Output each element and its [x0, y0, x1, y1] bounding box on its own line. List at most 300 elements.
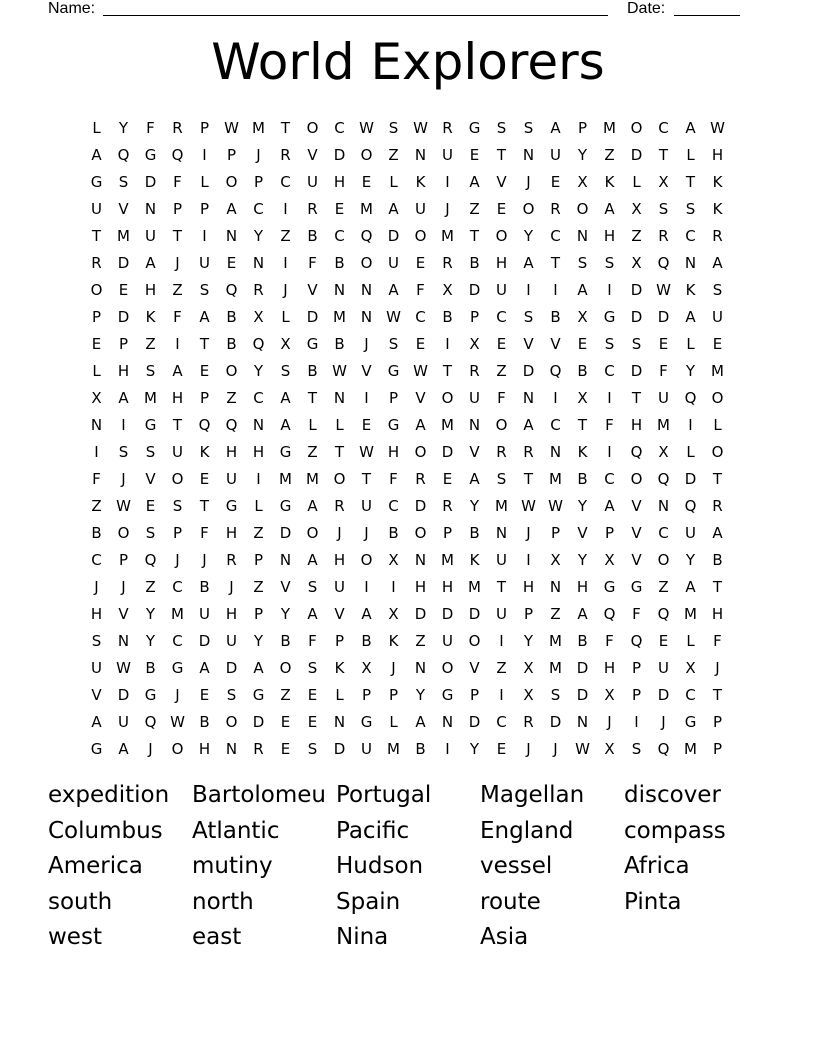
grid-letter: T: [496, 577, 507, 596]
letter-grid: [83, 114, 731, 762]
grid-letter: V: [469, 658, 480, 677]
grid-letter: F: [659, 361, 668, 380]
grid-letter: S: [658, 199, 669, 218]
grid-letter: F: [308, 253, 317, 272]
grid-letter: P: [712, 712, 723, 731]
grid-letter: C: [334, 226, 345, 245]
grid-letter: B: [280, 631, 291, 650]
grid-letter: X: [388, 550, 399, 569]
grid-letter: K: [334, 658, 345, 677]
grid-letter: P: [469, 685, 480, 704]
grid-letter: P: [550, 523, 561, 542]
grid-letter: V: [631, 496, 642, 515]
grid-letter: W: [170, 712, 185, 731]
grid-letter: D: [279, 523, 292, 542]
grid-letter: X: [604, 550, 615, 569]
grid-letter: F: [92, 469, 101, 488]
grid-letter: D: [630, 361, 643, 380]
grid-letter: S: [631, 334, 642, 353]
grid-letter: X: [604, 739, 615, 758]
grid-letter: S: [226, 685, 237, 704]
grid-letter: W: [359, 442, 374, 461]
grid-letter: H: [144, 280, 157, 299]
grid-letter: V: [523, 334, 534, 353]
grid-letter: X: [631, 253, 642, 272]
grid-letter: I: [445, 739, 450, 758]
grid-letter: E: [307, 712, 318, 731]
grid-letter: T: [712, 469, 723, 488]
word-list-item: England: [480, 817, 574, 844]
grid-letter: Y: [145, 604, 156, 623]
grid-letter: S: [145, 523, 156, 542]
grid-letter: G: [144, 145, 157, 164]
grid-letter: U: [199, 253, 210, 272]
grid-letter: U: [118, 712, 129, 731]
grid-letter: P: [361, 685, 372, 704]
grid-letter: B: [199, 577, 210, 596]
grid-letter: H: [252, 442, 265, 461]
word-list-item: Africa: [624, 853, 690, 879]
grid-letter: A: [685, 118, 696, 137]
grid-letter: V: [118, 199, 129, 218]
grid-letter: E: [496, 739, 507, 758]
grid-letter: I: [688, 415, 693, 434]
grid-letter: U: [496, 280, 507, 299]
grid-letter: U: [388, 253, 399, 272]
grid-letter: U: [361, 739, 372, 758]
grid-letter: T: [280, 118, 291, 137]
grid-letter: R: [307, 199, 318, 218]
grid-letter: D: [468, 604, 481, 623]
grid-letter: X: [685, 658, 696, 677]
grid-letter: C: [91, 550, 102, 569]
grid-letter: D: [117, 307, 130, 326]
grid-letter: U: [712, 307, 723, 326]
grid-letter: X: [658, 172, 669, 191]
grid-letter: P: [199, 199, 210, 218]
grid-letter: S: [631, 739, 642, 758]
grid-letter: V: [361, 361, 372, 380]
grid-letter: J: [229, 577, 234, 596]
grid-letter: O: [306, 118, 319, 137]
grid-letter: V: [91, 685, 102, 704]
grid-letter: J: [283, 280, 288, 299]
grid-letter: X: [550, 550, 561, 569]
grid-letter: Q: [225, 280, 238, 299]
grid-letter: A: [145, 253, 156, 272]
word-list-item: vessel: [480, 853, 553, 879]
grid-letter: O: [522, 199, 535, 218]
grid-letter: V: [631, 523, 642, 542]
grid-letter: W: [710, 118, 725, 137]
grid-letter: J: [202, 550, 207, 569]
word-list-item: route: [480, 888, 541, 915]
grid-letter: A: [469, 469, 480, 488]
grid-letter: A: [253, 658, 264, 677]
grid-letter: A: [91, 145, 102, 164]
grid-letter: X: [388, 604, 399, 623]
grid-letter: H: [441, 577, 454, 596]
grid-letter: C: [253, 388, 264, 407]
grid-letter: E: [199, 469, 210, 488]
grid-letter: Y: [253, 226, 264, 245]
grid-letter: G: [360, 712, 373, 731]
grid-letter: A: [712, 253, 723, 272]
grid-letter: J: [175, 253, 180, 272]
grid-letter: O: [90, 280, 103, 299]
date-line[interactable]: [674, 15, 740, 16]
grid-letter: H: [387, 442, 400, 461]
grid-letter: I: [607, 388, 612, 407]
grid-letter: P: [631, 658, 642, 677]
grid-letter: L: [686, 145, 695, 164]
grid-letter: A: [577, 604, 588, 623]
grid-letter: S: [577, 253, 588, 272]
page-title: World Explorers: [211, 33, 605, 91]
word-list-item: Hudson: [336, 853, 424, 879]
grid-letter: B: [469, 523, 480, 542]
grid-letter: K: [415, 172, 426, 191]
grid-letter: N: [414, 550, 427, 569]
grid-letter: B: [334, 334, 345, 353]
grid-letter: L: [92, 361, 101, 380]
grid-letter: U: [226, 469, 237, 488]
grid-letter: J: [553, 739, 558, 758]
grid-letter: Q: [549, 361, 562, 380]
grid-letter: Z: [91, 496, 102, 515]
grid-letter: U: [172, 442, 183, 461]
grid-letter: U: [415, 199, 426, 218]
grid-letter: G: [630, 577, 643, 596]
grid-letter: Q: [225, 415, 238, 434]
grid-letter: X: [631, 199, 642, 218]
grid-letter: U: [469, 388, 480, 407]
grid-letter: N: [333, 712, 346, 731]
grid-letter: N: [360, 307, 373, 326]
grid-letter: K: [469, 550, 480, 569]
word-list-item: Spain: [336, 888, 401, 915]
grid-letter: I: [175, 334, 180, 353]
grid-letter: T: [172, 226, 183, 245]
grid-letter: J: [175, 685, 180, 704]
grid-letter: J: [121, 577, 126, 596]
grid-letter: Z: [631, 226, 642, 245]
grid-letter: D: [414, 496, 427, 515]
grid-letter: R: [172, 118, 183, 137]
grid-letter: R: [226, 550, 237, 569]
grid-letter: B: [307, 361, 318, 380]
grid-letter: G: [387, 415, 400, 434]
grid-letter: J: [526, 172, 531, 191]
grid-letter: U: [199, 604, 210, 623]
word-list-item: Columbus: [48, 817, 163, 844]
grid-letter: M: [657, 415, 670, 434]
grid-letter: L: [686, 631, 695, 650]
grid-letter: D: [225, 658, 238, 677]
grid-letter: L: [389, 712, 398, 731]
grid-letter: F: [308, 631, 317, 650]
grid-letter: P: [388, 388, 399, 407]
word-list-item: compass: [624, 817, 726, 844]
grid-letter: Q: [360, 226, 373, 245]
word-list-item: expedition: [48, 782, 170, 808]
grid-letter: Y: [577, 496, 588, 515]
grid-letter: M: [117, 226, 130, 245]
grid-letter: C: [388, 496, 399, 515]
grid-letter: Z: [280, 226, 291, 245]
grid-letter: M: [441, 550, 454, 569]
grid-letter: M: [252, 118, 265, 137]
grid-letter: E: [280, 712, 291, 731]
grid-letter: N: [657, 496, 670, 515]
grid-letter: X: [91, 388, 102, 407]
grid-letter: A: [118, 388, 129, 407]
word-list-item: Pinta: [624, 888, 682, 915]
grid-letter: M: [279, 469, 292, 488]
grid-letter: Z: [253, 523, 264, 542]
grid-letter: R: [442, 253, 453, 272]
grid-letter: M: [360, 199, 373, 218]
grid-letter: C: [496, 712, 507, 731]
grid-letter: T: [577, 415, 588, 434]
grid-letter: L: [92, 118, 101, 137]
word-list-item: discover: [624, 782, 721, 808]
grid-letter: N: [252, 415, 265, 434]
grid-letter: S: [118, 442, 129, 461]
grid-letter: A: [550, 118, 561, 137]
grid-letter: E: [496, 334, 507, 353]
grid-letter: D: [252, 712, 265, 731]
grid-letter: I: [445, 334, 450, 353]
grid-letter: X: [523, 658, 534, 677]
grid-letter: H: [603, 226, 616, 245]
grid-letter: O: [657, 550, 670, 569]
grid-letter: E: [361, 172, 372, 191]
grid-letter: S: [496, 118, 507, 137]
grid-letter: K: [388, 631, 399, 650]
grid-letter: L: [281, 307, 290, 326]
grid-letter: P: [577, 118, 588, 137]
grid-letter: E: [226, 253, 237, 272]
grid-letter: A: [577, 280, 588, 299]
grid-letter: H: [171, 388, 184, 407]
grid-letter: R: [658, 226, 669, 245]
grid-letter: O: [441, 658, 454, 677]
grid-letter: N: [252, 253, 265, 272]
grid-letter: U: [145, 226, 156, 245]
word-list-item: south: [48, 888, 113, 915]
grid-letter: O: [306, 523, 319, 542]
grid-letter: Z: [604, 145, 615, 164]
grid-letter: O: [333, 469, 346, 488]
grid-letter: Z: [550, 604, 561, 623]
grid-letter: R: [550, 199, 561, 218]
grid-letter: E: [361, 415, 372, 434]
grid-letter: E: [658, 631, 669, 650]
grid-letter: M: [144, 388, 157, 407]
grid-letter: O: [576, 199, 589, 218]
grid-letter: N: [414, 658, 427, 677]
grid-letter: T: [685, 172, 696, 191]
grid-letter: T: [91, 226, 102, 245]
grid-letter: R: [712, 226, 723, 245]
grid-letter: C: [415, 307, 426, 326]
grid-letter: G: [225, 496, 238, 515]
grid-letter: A: [280, 415, 291, 434]
grid-letter: S: [604, 334, 615, 353]
grid-letter: A: [685, 307, 696, 326]
grid-letter: O: [711, 442, 724, 461]
grid-letter: P: [118, 550, 129, 569]
grid-letter: B: [226, 334, 237, 353]
grid-letter: B: [226, 307, 237, 326]
grid-letter: E: [550, 172, 561, 191]
grid-letter: T: [631, 388, 642, 407]
grid-letter: V: [496, 172, 507, 191]
grid-letter: L: [713, 415, 722, 434]
grid-letter: H: [225, 523, 238, 542]
date-label: Date:: [627, 0, 666, 17]
grid-letter: F: [713, 631, 722, 650]
grid-letter: B: [145, 658, 156, 677]
grid-letter: M: [306, 469, 319, 488]
grid-letter: S: [172, 496, 183, 515]
grid-letter: G: [144, 685, 157, 704]
grid-letter: E: [496, 199, 507, 218]
grid-letter: A: [415, 415, 426, 434]
grid-letter: I: [283, 199, 288, 218]
grid-letter: M: [171, 604, 184, 623]
grid-letter: W: [116, 496, 131, 515]
grid-letter: B: [550, 307, 561, 326]
grid-letter: L: [200, 172, 209, 191]
grid-letter: M: [549, 658, 562, 677]
grid-letter: C: [658, 118, 669, 137]
grid-letter: F: [146, 118, 155, 137]
grid-letter: P: [91, 307, 102, 326]
grid-letter: E: [334, 199, 345, 218]
grid-letter: C: [172, 577, 183, 596]
grid-letter: Q: [657, 469, 670, 488]
grid-letter: X: [442, 280, 453, 299]
grid-letter: V: [577, 523, 588, 542]
grid-letter: Q: [144, 712, 157, 731]
grid-letter: P: [523, 604, 534, 623]
grid-letter: Q: [657, 253, 670, 272]
grid-letter: C: [550, 226, 561, 245]
grid-letter: H: [198, 739, 211, 758]
grid-letter: M: [468, 577, 481, 596]
grid-letter: H: [522, 577, 535, 596]
grid-letter: S: [118, 172, 129, 191]
grid-letter: L: [254, 496, 263, 515]
grid-letter: U: [658, 658, 669, 677]
grid-letter: C: [496, 307, 507, 326]
grid-letter: G: [387, 361, 400, 380]
grid-letter: Q: [171, 145, 184, 164]
grid-letter: O: [495, 415, 508, 434]
grid-letter: F: [605, 631, 614, 650]
grid-letter: I: [256, 469, 261, 488]
grid-letter: I: [364, 577, 369, 596]
grid-letter: G: [684, 712, 697, 731]
word-list-item: north: [192, 888, 254, 915]
grid-letter: D: [522, 361, 535, 380]
grid-letter: P: [334, 631, 345, 650]
grid-letter: F: [497, 388, 506, 407]
grid-letter: D: [576, 658, 589, 677]
grid-letter: G: [279, 442, 292, 461]
grid-letter: S: [199, 280, 210, 299]
grid-letter: Y: [577, 145, 588, 164]
grid-letter: U: [334, 577, 345, 596]
grid-letter: L: [686, 442, 695, 461]
grid-letter: Y: [253, 631, 264, 650]
name-line[interactable]: [103, 15, 608, 16]
grid-letter: A: [604, 199, 615, 218]
grid-letter: D: [117, 253, 130, 272]
grid-letter: H: [225, 442, 238, 461]
grid-letter: O: [279, 658, 292, 677]
grid-letter: K: [145, 307, 156, 326]
grid-letter: H: [333, 550, 346, 569]
grid-letter: N: [522, 145, 535, 164]
grid-letter: D: [684, 469, 697, 488]
grid-letter: G: [603, 307, 616, 326]
grid-letter: U: [685, 523, 696, 542]
grid-letter: K: [712, 172, 723, 191]
grid-letter: Y: [118, 118, 129, 137]
grid-letter: I: [391, 577, 396, 596]
word-list-item: Nina: [336, 924, 389, 950]
grid-letter: J: [526, 739, 531, 758]
grid-letter: O: [414, 226, 427, 245]
grid-letter: I: [364, 388, 369, 407]
grid-letter: I: [283, 253, 288, 272]
grid-letter: S: [550, 685, 561, 704]
word-list-item: Asia: [480, 924, 529, 950]
grid-letter: F: [173, 172, 182, 191]
grid-letter: E: [442, 469, 453, 488]
grid-letter: Z: [415, 631, 426, 650]
grid-letter: P: [253, 172, 264, 191]
grid-letter: R: [712, 496, 723, 515]
grid-letter: A: [199, 658, 210, 677]
grid-letter: S: [280, 361, 291, 380]
word-list-item: Pacific: [336, 817, 410, 844]
grid-letter: M: [711, 361, 724, 380]
grid-letter: O: [225, 361, 238, 380]
grid-letter: A: [523, 253, 534, 272]
grid-letter: U: [91, 199, 102, 218]
grid-letter: V: [469, 442, 480, 461]
grid-letter: D: [333, 739, 346, 758]
grid-letter: U: [442, 145, 453, 164]
grid-letter: Q: [198, 415, 211, 434]
grid-letter: M: [387, 739, 400, 758]
grid-letter: D: [414, 604, 427, 623]
grid-letter: W: [413, 361, 428, 380]
grid-letter: O: [630, 469, 643, 488]
grid-letter: S: [712, 280, 723, 299]
grid-letter: P: [172, 523, 183, 542]
grid-letter: K: [199, 442, 210, 461]
grid-letter: Q: [630, 442, 643, 461]
grid-letter: E: [658, 334, 669, 353]
grid-letter: P: [442, 523, 453, 542]
grid-letter: E: [307, 685, 318, 704]
grid-letter: I: [445, 172, 450, 191]
